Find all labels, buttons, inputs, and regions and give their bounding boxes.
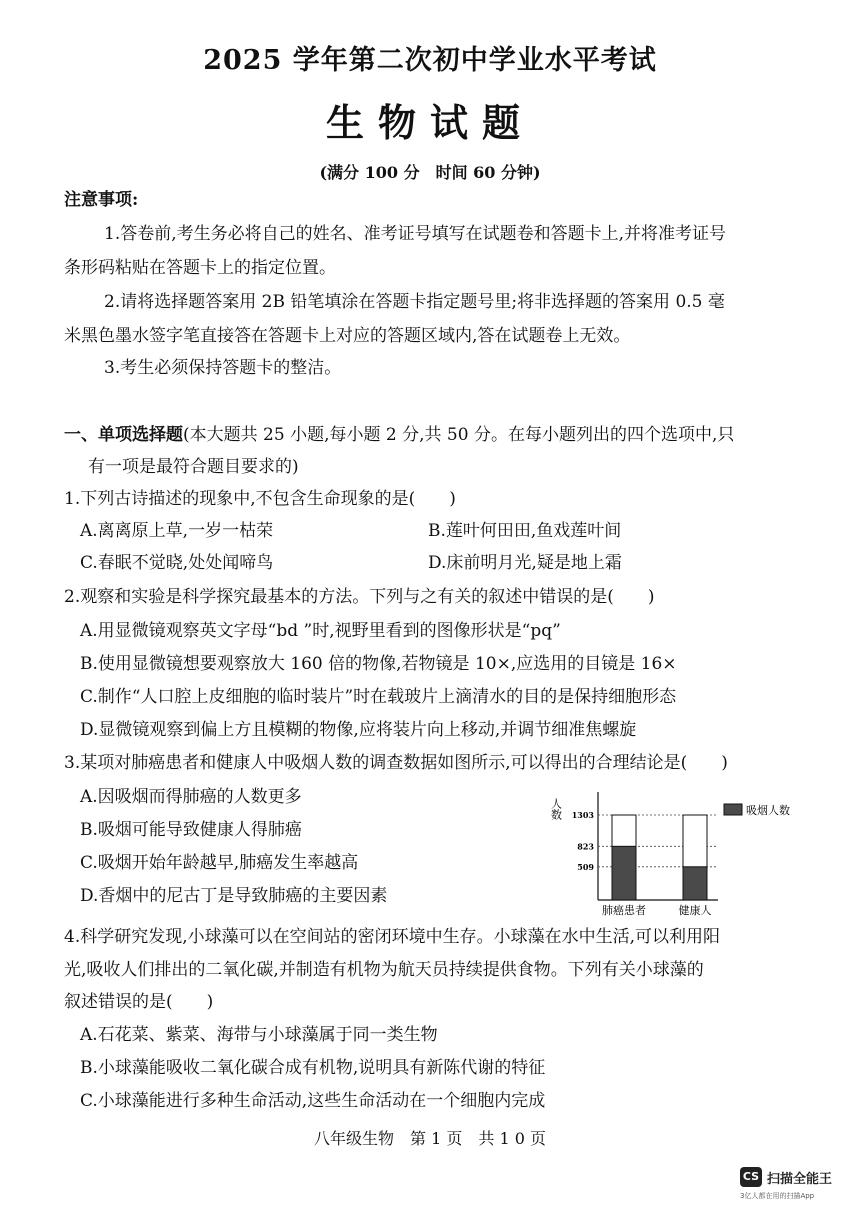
subject-title: 生物试题 bbox=[325, 100, 534, 145]
y-axis-label: 人数 bbox=[549, 798, 563, 820]
notice-item-1b: 条形码粘贴在答题卡上的指定位置。 bbox=[64, 258, 336, 278]
question-3-option-c: C.吸烟开始年龄越早,肺癌发生率越高 bbox=[80, 853, 359, 873]
camscanner-logo-icon: CS bbox=[740, 1167, 762, 1187]
legend-label: 吸烟人数 bbox=[746, 804, 790, 817]
question-3-option-b: B.吸烟可能导致健康人得肺癌 bbox=[80, 820, 302, 840]
question-4-stem-c: 叙述错误的是( ) bbox=[64, 992, 214, 1012]
question-1-option-d: D.床前明月光,疑是地上霜 bbox=[428, 553, 622, 573]
question-4-option-a: A.石花菜、紫菜、海带与小球藻属于同一类生物 bbox=[80, 1025, 438, 1045]
notice-item-1a: 1.答卷前,考生务必将自己的姓名、准考证号填写在试题卷和答题卡上,并将准考证号 bbox=[104, 224, 727, 244]
notice-item-2b: 米黑色墨水签字笔直接答在答题卡上对应的答题区域内,答在试题卷上无效。 bbox=[64, 326, 631, 346]
smoking-bar-chart bbox=[538, 780, 818, 920]
legend-swatch bbox=[724, 804, 742, 815]
question-3-option-a: A.因吸烟而得肺癌的人数更多 bbox=[80, 787, 302, 807]
tick-label-509: 509 bbox=[577, 861, 594, 872]
question-2-option-d: D.显微镜观察到偏上方且模糊的物像,应将装片向上移动,并调节细准焦螺旋 bbox=[80, 720, 637, 740]
question-2-option-a: A.用显微镜观察英文字母“bd ”时,视野里看到的图像形状是“pq” bbox=[80, 621, 561, 641]
question-3-stem: 3.某项对肺癌患者和健康人中吸烟人数的调查数据如图所示,可以得出的合理结论是( ) bbox=[64, 753, 728, 773]
section-1-desc-cont: 有一项是最符合题目要求的) bbox=[88, 457, 299, 477]
category-label-1: 健康人 bbox=[678, 904, 712, 917]
question-2-option-c: C.制作“人口腔上皮细胞的临时装片”时在载玻片上滴清水的目的是保持细胞形态 bbox=[80, 687, 677, 707]
question-4-option-c: C.小球藻能进行多种生命活动,这些生命活动在一个细胞内完成 bbox=[80, 1091, 546, 1111]
scanner-watermark bbox=[740, 1167, 850, 1207]
section-1-desc: (本大题共 25 小题,每小题 2 分,共 50 分。在每小题列出的四个选项中,只 bbox=[183, 425, 735, 445]
chart-bars bbox=[612, 815, 707, 900]
question-2-option-b: B.使用显微镜想要观察放大 160 倍的物像,若物镜是 10×,应选用的目镜是 16× bbox=[80, 654, 677, 674]
watermark-tagline: 3亿人都在用的扫描App bbox=[740, 1192, 815, 1200]
question-4-option-b: B.小球藻能吸收二氧化碳合成有机物,说明具有新陈代谢的特征 bbox=[80, 1058, 546, 1078]
category-label-0: 肺癌患者 bbox=[602, 904, 646, 917]
tick-label-1303: 1303 bbox=[571, 810, 594, 820]
notice-item-2a: 2.请将选择题答案用 2B 铅笔填涂在答题卡指定题号里;将非选择题的答案用 0.5 毫 bbox=[104, 292, 725, 312]
exam-title: 2025 学年第二次初中学业水平考试 bbox=[203, 45, 657, 76]
exam-meta: (满分 100 分 时间 60 分钟) bbox=[319, 163, 541, 182]
tick-label-823: 823 bbox=[577, 841, 594, 852]
watermark-name: 扫描全能王 bbox=[767, 1172, 833, 1187]
question-2-stem: 2.观察和实验是科学探究最基本的方法。下列与之有关的叙述中错误的是( ) bbox=[64, 587, 655, 607]
section-1-intro bbox=[64, 423, 734, 447]
question-3-option-d: D.香烟中的尼古丁是导致肺癌的主要因素 bbox=[80, 886, 388, 906]
section-1-heading: 一、单项选择题 bbox=[64, 425, 183, 445]
question-1-stem: 1.下列古诗描述的现象中,不包含生命现象的是( ) bbox=[64, 489, 456, 509]
chart-labels bbox=[550, 798, 791, 917]
notice-heading: 注意事项: bbox=[64, 190, 139, 210]
question-1-option-a: A.离离原上草,一岁一枯荣 bbox=[80, 521, 274, 541]
question-4-stem-b: 光,吸收人们排出的二氧化碳,并制造有机物为航天员持续提供食物。下列有关小球藻的 bbox=[64, 960, 704, 980]
bar-smokers-0 bbox=[612, 846, 636, 900]
notice-item-3: 3.考生必须保持答题卡的整洁。 bbox=[104, 358, 342, 378]
question-1-option-c: C.春眠不觉晓,处处闻啼鸟 bbox=[80, 553, 274, 573]
question-4-stem-a: 4.科学研究发现,小球藻可以在空间站的密闭环境中生存。小球藻在水中生活,可以利用阳 bbox=[64, 927, 721, 947]
question-1-option-b: B.莲叶何田田,鱼戏莲叶间 bbox=[428, 521, 622, 541]
bar-smokers-1 bbox=[683, 867, 707, 900]
page-footer: 八年级生物 第 1 页 共 1 0 页 bbox=[314, 1129, 546, 1148]
